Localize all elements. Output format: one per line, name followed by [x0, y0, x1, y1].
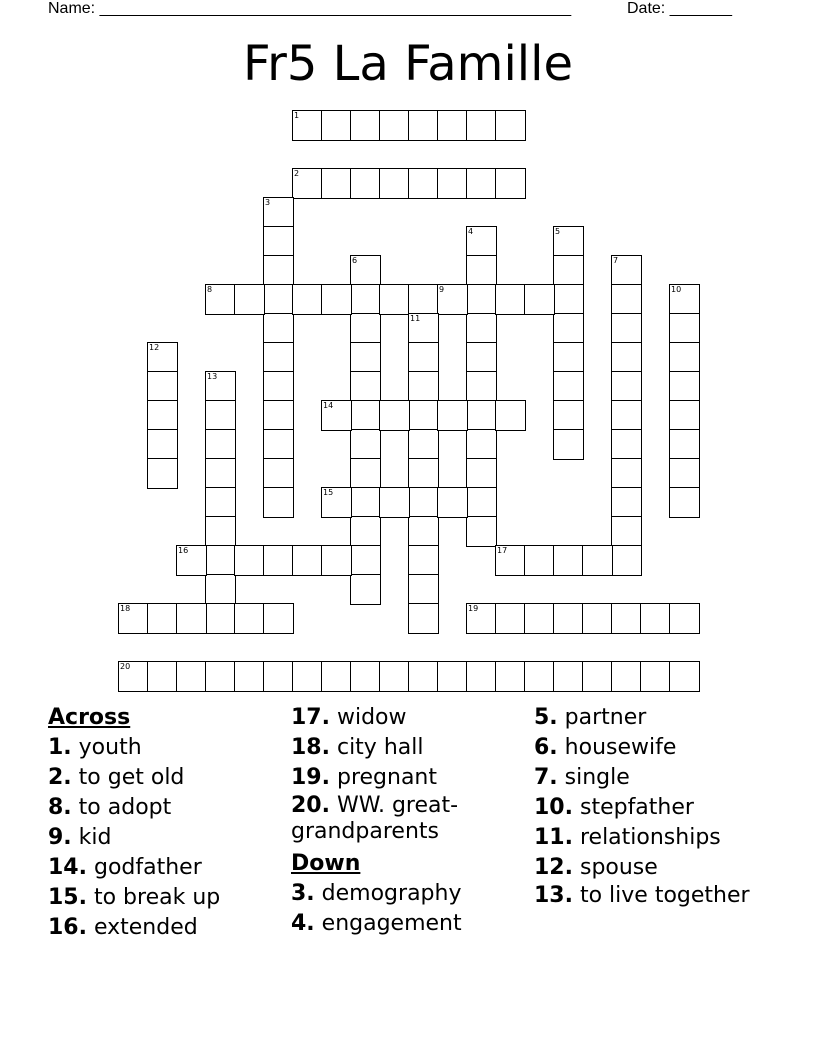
clue-number: 16	[178, 546, 189, 555]
grid-cell[interactable]	[408, 313, 439, 344]
clue-item	[48, 733, 283, 763]
grid-cell[interactable]	[408, 371, 439, 402]
grid-cell[interactable]	[321, 284, 352, 315]
grid-cell[interactable]	[495, 400, 526, 431]
grid-cell[interactable]	[205, 429, 236, 460]
clue-item	[291, 733, 531, 763]
clue-number: 20	[120, 662, 131, 671]
grid-cell[interactable]	[466, 516, 497, 547]
grid-cell[interactable]	[524, 284, 555, 315]
clue-number: 9	[439, 285, 445, 294]
clue-number: 12	[149, 343, 160, 352]
clue-item	[291, 703, 531, 733]
grid-cell[interactable]	[205, 603, 236, 634]
clue-number: 3	[265, 198, 271, 207]
clue-item-text: stepfather	[572, 795, 694, 820]
grid-cell[interactable]	[379, 284, 410, 315]
grid-cell[interactable]	[669, 400, 700, 431]
grid-cell[interactable]	[582, 661, 613, 692]
clue-number: 7	[613, 256, 619, 265]
grid-cell[interactable]	[176, 603, 207, 634]
grid-cell[interactable]	[234, 545, 265, 576]
grid-cell[interactable]	[553, 661, 584, 692]
grid-cell[interactable]	[611, 487, 642, 518]
grid-cell[interactable]	[147, 400, 178, 431]
grid-cell[interactable]	[669, 371, 700, 402]
grid-cell[interactable]	[234, 661, 265, 692]
clue-item	[534, 763, 774, 793]
grid-cell[interactable]	[263, 603, 294, 634]
clue-item	[534, 703, 774, 733]
grid-cell[interactable]	[263, 284, 294, 315]
grid-cell[interactable]	[205, 284, 236, 315]
clue-item-number: 18.	[291, 735, 330, 760]
clue-item-number: 8.	[48, 795, 72, 820]
grid-cell[interactable]	[611, 661, 642, 692]
grid-cell[interactable]	[205, 400, 236, 431]
clue-item-number: 3.	[291, 881, 315, 906]
grid-cell[interactable]	[350, 168, 381, 199]
grid-cell[interactable]	[408, 661, 439, 692]
grid-cell[interactable]	[553, 313, 584, 344]
grid-cell[interactable]	[669, 458, 700, 489]
grid-cell[interactable]	[466, 458, 497, 489]
clue-item-text: kid	[71, 825, 112, 850]
grid-cell[interactable]	[524, 661, 555, 692]
grid-cell[interactable]	[205, 458, 236, 489]
grid-cell[interactable]	[350, 545, 381, 576]
clue-item-number: 15.	[48, 885, 87, 910]
grid-cell[interactable]	[205, 487, 236, 518]
grid-cell[interactable]	[466, 661, 497, 692]
clue-item	[534, 883, 774, 913]
grid-cell[interactable]	[350, 516, 381, 547]
name-field-label: Name: _____________________________________________________	[48, 0, 572, 17]
grid-cell[interactable]	[379, 661, 410, 692]
grid-cell[interactable]	[205, 545, 236, 576]
grid-cell[interactable]	[437, 110, 468, 141]
grid-cell[interactable]	[379, 487, 410, 518]
grid-cell[interactable]	[408, 110, 439, 141]
grid-cell[interactable]	[263, 371, 294, 402]
clue-number: 19	[468, 604, 479, 613]
clue-item-number: 17.	[291, 705, 330, 730]
grid-cell[interactable]	[118, 603, 149, 634]
grid-cell[interactable]	[321, 545, 352, 576]
clue-item-number: 7.	[534, 765, 558, 790]
grid-cell[interactable]	[350, 313, 381, 344]
grid-cell[interactable]	[408, 574, 439, 605]
grid-cell[interactable]	[321, 400, 352, 431]
grid-cell[interactable]	[466, 342, 497, 373]
clue-item	[291, 793, 531, 849]
grid-cell[interactable]	[495, 661, 526, 692]
clue-item-number: 19.	[291, 765, 330, 790]
grid-cell[interactable]	[408, 458, 439, 489]
grid-cell[interactable]	[553, 226, 584, 257]
grid-cell[interactable]	[408, 168, 439, 199]
grid-cell[interactable]	[669, 342, 700, 373]
clue-item	[291, 909, 531, 939]
grid-cell[interactable]	[437, 400, 468, 431]
grid-cell[interactable]	[553, 603, 584, 634]
grid-cell[interactable]	[292, 284, 323, 315]
grid-cell[interactable]	[524, 545, 555, 576]
clue-number: 2	[294, 169, 300, 178]
clue-item	[48, 883, 283, 913]
grid-cell[interactable]	[640, 661, 671, 692]
grid-cell[interactable]	[147, 661, 178, 692]
grid-cell[interactable]	[611, 313, 642, 344]
clue-number: 18	[120, 604, 131, 613]
clue-item-text: to live together	[572, 883, 750, 908]
clue-item	[291, 879, 531, 909]
clue-number: 8	[207, 285, 213, 294]
clue-number: 4	[468, 227, 474, 236]
grid-cell[interactable]	[669, 313, 700, 344]
grid-cell[interactable]	[611, 371, 642, 402]
grid-cell[interactable]	[466, 400, 497, 431]
grid-cell[interactable]	[350, 574, 381, 605]
clue-item	[291, 763, 531, 793]
grid-cell[interactable]	[205, 574, 236, 605]
grid-cell[interactable]	[408, 545, 439, 576]
grid-cell[interactable]	[147, 371, 178, 402]
clue-item-number: 14.	[48, 855, 87, 880]
grid-cell[interactable]	[147, 603, 178, 634]
grid-cell[interactable]	[553, 400, 584, 431]
grid-cell[interactable]	[408, 516, 439, 547]
clue-number: 6	[352, 256, 358, 265]
grid-cell[interactable]	[553, 255, 584, 286]
clue-item-number: 6.	[534, 735, 558, 760]
grid-cell[interactable]	[437, 284, 468, 315]
clue-item-text: youth	[71, 735, 142, 760]
clue-number: 15	[323, 488, 334, 497]
grid-cell[interactable]	[176, 545, 207, 576]
grid-cell[interactable]	[234, 603, 265, 634]
grid-cell[interactable]	[263, 226, 294, 257]
clue-item-text: relationships	[572, 825, 721, 850]
clue-item	[534, 793, 774, 823]
grid-cell[interactable]	[669, 603, 700, 634]
grid-cell[interactable]	[263, 661, 294, 692]
clue-item-text: engagement	[314, 911, 462, 936]
grid-cell[interactable]	[147, 458, 178, 489]
clue-number: 1	[294, 111, 300, 120]
grid-cell[interactable]	[466, 168, 497, 199]
clue-item-text: city hall	[329, 735, 424, 760]
grid-cell[interactable]	[611, 400, 642, 431]
grid-cell[interactable]	[350, 371, 381, 402]
clue-item-number: 4.	[291, 911, 315, 936]
grid-cell[interactable]	[292, 545, 323, 576]
grid-cell[interactable]	[350, 284, 381, 315]
grid-cell[interactable]	[321, 487, 352, 518]
grid-cell[interactable]	[263, 197, 294, 228]
date-field-label: Date: _______	[627, 0, 732, 17]
clue-item	[48, 793, 283, 823]
clue-item-number: 1.	[48, 735, 72, 760]
grid-cell[interactable]	[263, 487, 294, 518]
clue-item-number: 5.	[534, 705, 558, 730]
clue-item	[48, 913, 283, 943]
clue-item	[48, 763, 283, 793]
grid-cell[interactable]	[582, 603, 613, 634]
grid-cell[interactable]	[669, 487, 700, 518]
grid-cell[interactable]	[350, 400, 381, 431]
grid-cell[interactable]	[292, 110, 323, 141]
grid-cell[interactable]	[321, 661, 352, 692]
clue-item	[534, 853, 774, 883]
grid-cell[interactable]	[292, 168, 323, 199]
clue-item-text: partner	[557, 705, 647, 730]
grid-cell[interactable]	[147, 429, 178, 460]
clue-item-number: 10.	[534, 795, 573, 820]
grid-cell[interactable]	[205, 371, 236, 402]
grid-cell[interactable]	[263, 400, 294, 431]
clue-number: 11	[410, 314, 421, 323]
grid-cell[interactable]	[350, 342, 381, 373]
clue-column-2	[291, 703, 531, 939]
grid-cell[interactable]	[466, 429, 497, 460]
clue-item-number: 9.	[48, 825, 72, 850]
clue-item-text: WW. great-grandparents	[291, 793, 459, 844]
grid-cell[interactable]	[466, 226, 497, 257]
grid-cell[interactable]	[350, 458, 381, 489]
grid-cell[interactable]	[292, 661, 323, 692]
grid-cell[interactable]	[466, 371, 497, 402]
clue-number: 13	[207, 372, 218, 381]
grid-cell[interactable]	[408, 603, 439, 634]
grid-cell[interactable]	[553, 545, 584, 576]
clue-item-text: to adopt	[71, 795, 172, 820]
clue-column-3	[534, 703, 774, 913]
grid-cell[interactable]	[408, 284, 439, 315]
clue-item-text: pregnant	[329, 765, 437, 790]
clue-item-text: spouse	[572, 855, 658, 880]
clue-number: 5	[555, 227, 561, 236]
clue-item-text: housewife	[557, 735, 677, 760]
grid-cell[interactable]	[350, 429, 381, 460]
grid-cell[interactable]	[263, 545, 294, 576]
grid-cell[interactable]	[466, 284, 497, 315]
grid-cell[interactable]	[553, 371, 584, 402]
grid-cell[interactable]	[263, 342, 294, 373]
grid-cell[interactable]	[350, 487, 381, 518]
clue-number: 14	[323, 401, 334, 410]
grid-cell[interactable]	[553, 342, 584, 373]
grid-cell[interactable]	[495, 545, 526, 576]
grid-cell[interactable]	[379, 110, 410, 141]
grid-cell[interactable]	[669, 429, 700, 460]
grid-cell[interactable]	[379, 400, 410, 431]
grid-cell[interactable]	[350, 110, 381, 141]
grid-cell[interactable]	[263, 458, 294, 489]
grid-cell[interactable]	[495, 284, 526, 315]
clue-item	[48, 853, 283, 883]
clue-number: 17	[497, 546, 508, 555]
grid-cell[interactable]	[611, 545, 642, 576]
grid-cell[interactable]	[466, 313, 497, 344]
grid-cell[interactable]	[437, 661, 468, 692]
clue-item-text: to get old	[71, 765, 185, 790]
grid-cell[interactable]	[466, 110, 497, 141]
grid-cell[interactable]	[205, 661, 236, 692]
clue-item-number: 11.	[534, 825, 573, 850]
clue-column-1	[48, 703, 283, 943]
grid-cell[interactable]	[350, 661, 381, 692]
clue-item-number: 2.	[48, 765, 72, 790]
clue-item-text: demography	[314, 881, 462, 906]
grid-cell[interactable]	[640, 603, 671, 634]
clue-number: 10	[671, 285, 682, 294]
grid-cell[interactable]	[524, 603, 555, 634]
clue-item-number: 12.	[534, 855, 573, 880]
grid-cell[interactable]	[408, 400, 439, 431]
grid-cell[interactable]	[611, 516, 642, 547]
clue-item-text: to break up	[86, 885, 221, 910]
grid-cell[interactable]	[263, 429, 294, 460]
grid-cell[interactable]	[582, 545, 613, 576]
grid-cell[interactable]	[611, 255, 642, 286]
grid-cell[interactable]	[379, 168, 410, 199]
grid-cell[interactable]	[466, 255, 497, 286]
grid-cell[interactable]	[495, 110, 526, 141]
clue-item-text: extended	[86, 915, 198, 940]
grid-cell[interactable]	[263, 255, 294, 286]
page-title: Fr5 La Famille	[243, 36, 573, 92]
grid-cell[interactable]	[408, 342, 439, 373]
grid-cell[interactable]	[669, 661, 700, 692]
clue-item-text: godfather	[86, 855, 202, 880]
grid-cell[interactable]	[611, 342, 642, 373]
grid-cell[interactable]	[263, 313, 294, 344]
grid-cell[interactable]	[495, 168, 526, 199]
grid-cell[interactable]	[118, 661, 149, 692]
grid-cell[interactable]	[350, 255, 381, 286]
grid-cell[interactable]	[437, 168, 468, 199]
grid-cell[interactable]	[611, 284, 642, 315]
clue-item-number: 16.	[48, 915, 87, 940]
grid-cell[interactable]	[321, 110, 352, 141]
clue-item	[48, 823, 283, 853]
grid-cell[interactable]	[466, 603, 497, 634]
grid-cell[interactable]	[611, 603, 642, 634]
across-heading: Across	[48, 705, 131, 730]
clue-item-text: single	[557, 765, 630, 790]
grid-cell[interactable]	[176, 661, 207, 692]
clue-item	[534, 823, 774, 853]
grid-cell[interactable]	[147, 342, 178, 373]
grid-cell[interactable]	[553, 284, 584, 315]
grid-cell[interactable]	[205, 516, 236, 547]
grid-cell[interactable]	[466, 487, 497, 518]
grid-cell[interactable]	[234, 284, 265, 315]
down-heading: Down	[291, 851, 361, 876]
grid-cell[interactable]	[611, 458, 642, 489]
grid-cell[interactable]	[408, 429, 439, 460]
grid-cell[interactable]	[669, 284, 700, 315]
grid-cell[interactable]	[321, 168, 352, 199]
clue-item	[534, 733, 774, 763]
grid-cell[interactable]	[611, 429, 642, 460]
grid-cell[interactable]	[495, 603, 526, 634]
grid-cell[interactable]	[437, 487, 468, 518]
clue-item-number: 20.	[291, 793, 330, 818]
clue-item-text: widow	[329, 705, 407, 730]
grid-cell[interactable]	[553, 429, 584, 460]
grid-cell[interactable]	[408, 487, 439, 518]
clue-item-number: 13.	[534, 883, 573, 908]
